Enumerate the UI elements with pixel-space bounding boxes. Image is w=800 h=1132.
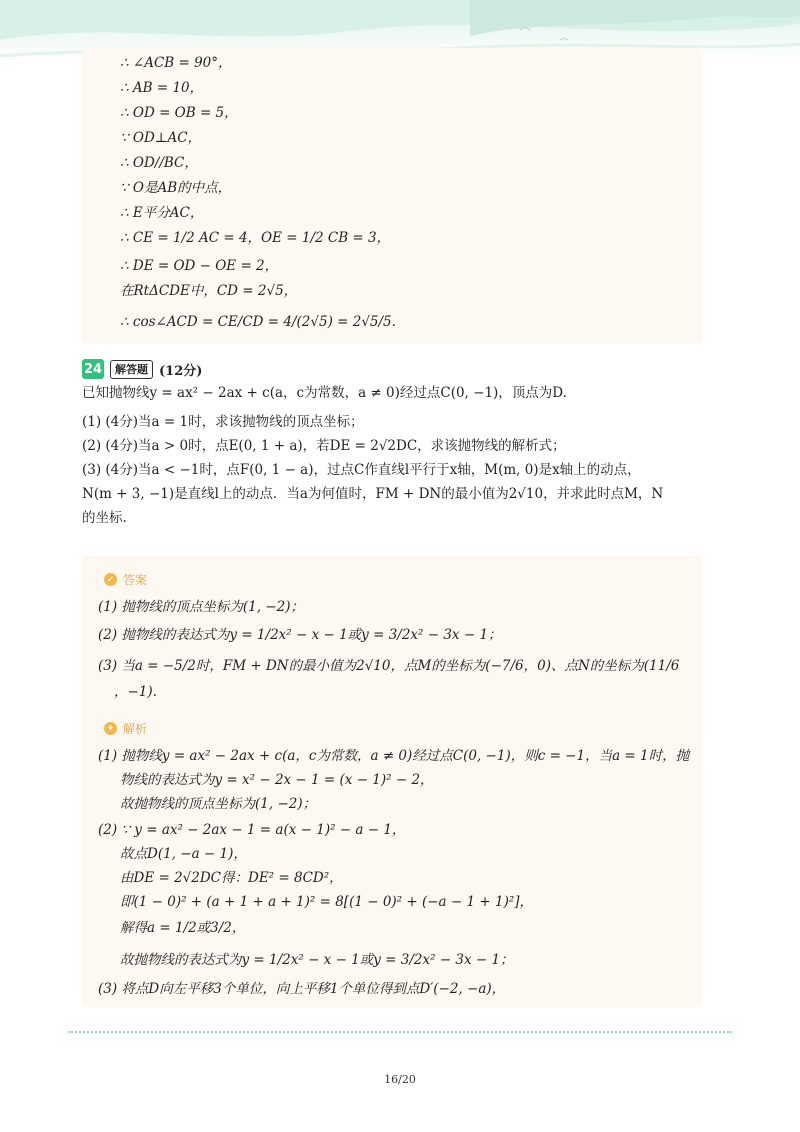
solution-line: ∵ O是AB的中点，	[120, 180, 232, 196]
question-type-label: 解答题	[110, 360, 153, 379]
solution-line: ∴ AB = 10，	[120, 80, 204, 96]
analysis-line: 故点D(1, −a − 1)，	[120, 846, 247, 862]
analysis-heading	[104, 720, 147, 737]
question-part: (2) (4分)当a > 0时，点E(0, 1 + a)，若DE = 2√2DC，求该抛物线的解析式；	[82, 438, 566, 454]
solution-line: ∵ OD⊥AC，	[120, 130, 202, 146]
solution-line: ∴ CE = 1/2 AC = 4，OE = 1/2 CB = 3，	[120, 230, 391, 246]
analysis-line: (2) ∵ y = ax² − 2ax − 1 = a(x − 1)² − a − 1，	[98, 822, 406, 838]
question-score: (12分)	[159, 363, 203, 379]
lightbulb-icon: ✦	[104, 722, 117, 735]
answer-label: 答案	[123, 573, 148, 587]
answer-line: (3) 当a = −5/2时，FM + DN的最小值为2√10，点M的坐标为(−7/6，0)、点N的坐标为(11/6	[98, 658, 680, 674]
solution-line: ∴ cos∠ACD = CE/CD = 4/(2√5) = 2√5/5.	[120, 314, 396, 330]
footer-dotted-divider	[68, 1031, 732, 1033]
question-part: (1) (4分)当a = 1时，求该抛物线的顶点坐标；	[82, 414, 364, 430]
solution-line: ∴ ∠ACB = 90°，	[120, 55, 232, 71]
solution-line: ∴ E平分AC，	[120, 205, 204, 221]
answer-line: ，−1).	[114, 684, 157, 700]
solution-line: ∴ OD//BC，	[120, 155, 198, 171]
answer-line: (2) 抛物线的表达式为y = 1/2x² − x − 1或y = 3/2x² − 3x − 1；	[98, 627, 502, 643]
solution-line: 在RtΔCDE中，CD = 2√5，	[120, 283, 298, 299]
analysis-label: 解析	[123, 722, 148, 736]
question-part: N(m + 3, −1)是直线l上的动点．当a为何值时，FM + DN的最小值为2√10，并求此时点M，N	[82, 486, 664, 502]
check-icon: ✓	[104, 573, 117, 586]
analysis-line: 即(1 − 0)² + (a + 1 + a + 1)² = 8[(1 − 0)² + (−a − 1 + 1)²]，	[120, 894, 534, 910]
question-stem: 已知抛物线y = ax² − 2ax + c(a，c为常数，a ≠ 0)经过点C(0, −1)，顶点为D.	[82, 385, 567, 401]
solution-line: ∴ DE = OD − OE = 2，	[120, 258, 279, 274]
question-part: 的坐标.	[82, 510, 127, 526]
answer-heading	[104, 571, 147, 588]
analysis-line: 由DE = 2√2DC得：DE² = 8CD²，	[120, 870, 343, 886]
question-part: (3) (4分)当a < −1时，点F(0, 1 − a)，过点C作直线l平行于x轴，M(m, 0)是x轴上的动点，	[82, 462, 641, 478]
answer-line: (1) 抛物线的顶点坐标为(1, −2)；	[98, 599, 305, 615]
analysis-line: 物线的表达式为y = x² − 2x − 1 = (x − 1)² − 2，	[120, 772, 434, 788]
question-header	[82, 359, 202, 379]
analysis-line: 故抛物线的顶点坐标为(1, −2)；	[120, 796, 317, 812]
analysis-line: (1) 抛物线y = ax² − 2ax + c(a，c为常数，a ≠ 0)经过点C(0, −1)，则c = −1，当a = 1时，抛	[98, 748, 690, 764]
analysis-line: 解得a = 1/2或3/2，	[120, 920, 246, 936]
analysis-line: 故抛物线的表达式为y = 1/2x² − x − 1或y = 3/2x² − 3x − 1；	[120, 952, 514, 968]
analysis-line: (3) 将点D向左平移3个单位，向上平移1个单位得到点D′(−2, −a)，	[98, 981, 506, 997]
page-number: 16/20	[384, 1073, 416, 1086]
question-number-badge: 24	[82, 359, 104, 379]
solution-line: ∴ OD = OB = 5，	[120, 105, 238, 121]
